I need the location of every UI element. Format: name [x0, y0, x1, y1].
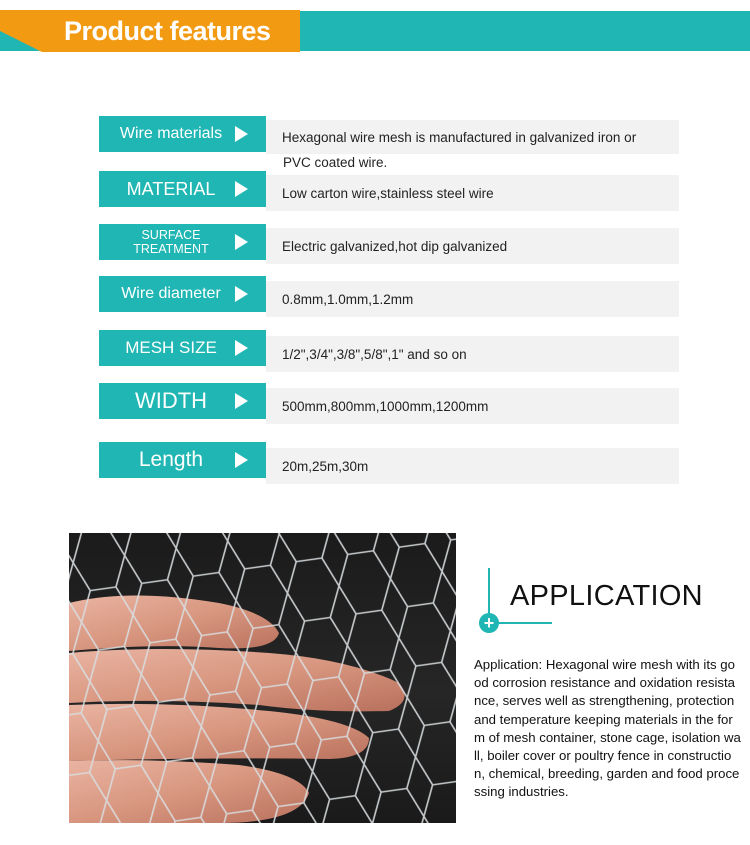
- wire-mesh-illustration: [69, 533, 456, 823]
- feature-label-width: [99, 383, 266, 419]
- feature-value-surface-treatment: Electric galvanized,hot dip galvanized: [266, 228, 679, 264]
- feature-label-text: MATERIAL: [126, 178, 216, 199]
- arrow-right-icon: [235, 286, 248, 302]
- feature-row-surface-treatment: [99, 224, 679, 260]
- application-title: APPLICATION: [510, 580, 703, 612]
- arrow-right-icon: [235, 181, 248, 197]
- application-description: Application: Hexagonal wire mesh with its good corrosion resistance and oxidation resistance, serves well as strengthening, protection and temperature keeping materials in the form of mesh container, stone cage, isolation wall, boiler cover or poultry fence in construction, chemical, breeding, garden and food processing industries.: [474, 657, 741, 800]
- feature-value-mesh-size: 1/2",3/4",3/8",5/8",1" and so on: [266, 336, 679, 372]
- arrow-right-icon: [235, 126, 248, 142]
- feature-row-material: [99, 171, 679, 207]
- feature-label-text: Wire diameter: [121, 285, 221, 302]
- page-title: Product features: [64, 16, 271, 46]
- feature-label-line1: SURFACE: [141, 228, 201, 242]
- feature-label-text: MESH SIZE: [125, 338, 217, 357]
- feature-label-mesh-size: [99, 330, 266, 366]
- feature-row-wire-materials: [99, 116, 679, 152]
- feature-row-mesh-size: [99, 330, 679, 366]
- wire-mesh-photo: [69, 533, 456, 823]
- arrow-right-icon: [235, 340, 248, 356]
- feature-label-surface-treatment: [99, 224, 266, 260]
- feature-label-length: [99, 442, 266, 478]
- feature-label-text: Length: [138, 448, 204, 471]
- arrow-right-icon: [235, 452, 248, 468]
- feature-value-length: 20m,25m,30m: [266, 448, 679, 484]
- feature-label-line2: TREATMENT: [133, 242, 209, 256]
- plus-icon: +: [479, 613, 499, 633]
- feature-label-material: [99, 171, 266, 207]
- feature-row-width: [99, 383, 679, 419]
- feature-label-text: [99, 228, 235, 256]
- feature-value-width: 500mm,800mm,1000mm,1200mm: [266, 388, 679, 424]
- feature-value-material: Low carton wire,stainless steel wire: [266, 175, 679, 211]
- feature-value-wire-materials: Hexagonal wire mesh is manufactured in galvanized iron or: [266, 120, 679, 154]
- feature-label-wire-materials: [99, 116, 266, 152]
- feature-value-wire-diameter: 0.8mm,1.0mm,1.2mm: [266, 281, 679, 317]
- feature-label-text: Wire materials: [119, 125, 223, 142]
- arrow-right-icon: [235, 234, 248, 250]
- arrow-right-icon: [235, 393, 248, 409]
- feature-row-wire-diameter: [99, 276, 679, 312]
- feature-row-length: [99, 442, 679, 478]
- feature-label-text: WIDTH: [134, 388, 208, 413]
- feature-label-wire-diameter: [99, 276, 266, 312]
- feature-value-wire-materials-cont: PVC coated wire.: [283, 155, 388, 170]
